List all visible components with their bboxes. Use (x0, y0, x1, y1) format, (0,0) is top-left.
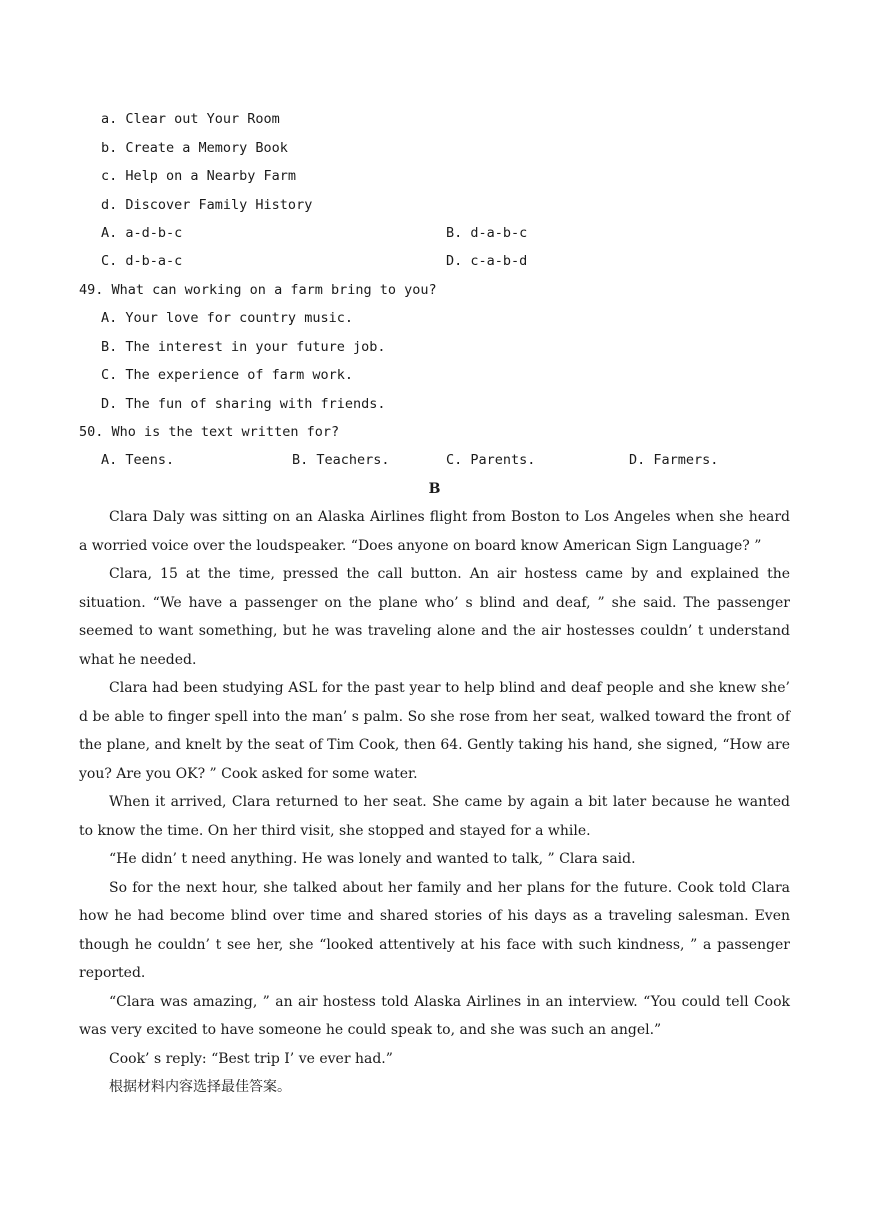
q48-option-a: A. a-d-b-c (101, 225, 183, 241)
q49-option-c: C. The experience of farm work. (101, 367, 353, 383)
passage-paragraph: When it arrived, Clara returned to her seat. She came by again a bit later because he wanted to know the time. On her third visit, she stopped and stayed for a while. (79, 794, 790, 839)
section-heading: B (428, 481, 441, 497)
reading-passage (79, 503, 790, 1102)
passage-paragraph: So for the next hour, she talked about her family and her plans for the future. Cook told Clara how he had become blind over time and shared stories of his days as a traveling salesman. Even though he couldn’ t see her, she “looked attentively at his face with such kindness, ” a passenger reported. (79, 879, 790, 981)
q49-option-b: B. The interest in your future job. (101, 339, 386, 355)
passage-paragraph: Clara had been studying ASL for the past year to help blind and deaf people and she knew she’ d be able to finger spell into the man’ s palm. So she rose from her seat, walked toward the front of the plane, and knelt by the seat of Tim Cook, then 64. Gently taking his hand, she signed, “How are you? Are you OK? ” Cook asked for some water. (79, 680, 790, 782)
q48-option-b: B. d-a-b-c (446, 225, 528, 241)
passage-paragraph: “Clara was amazing, ” an air hostess told Alaska Airlines in an interview. “You could tell Cook was very excited to have someone he could speak to, and she was such an angel.” (79, 993, 790, 1038)
ordering-item-a: a. Clear out Your Room (101, 111, 280, 127)
passage-paragraph: Cook’ s reply: “Best trip I’ ve ever had.” (109, 1050, 393, 1067)
q50-option-b: B. Teachers. (292, 452, 390, 468)
passage-paragraph: Clara Daly was sitting on an Alaska Airlines flight from Boston to Los Angeles when she heard a worried voice over the loudspeaker. “Does anyone on board know American Sign Language? ” (79, 509, 790, 554)
ordering-item-d: d. Discover Family History (101, 197, 313, 213)
ordering-item-b: b. Create a Memory Book (101, 140, 288, 156)
q50-option-c: C. Parents. (446, 452, 536, 468)
q50-option-d: D. Farmers. (629, 452, 719, 468)
q50-option-a: A. Teens. (101, 452, 175, 468)
q50-stem: 50. Who is the text written for? (79, 424, 340, 440)
q48-option-c: C. d-b-a-c (101, 253, 183, 269)
passage-paragraph: “He didn’ t need anything. He was lonely and wanted to talk, ” Clara said. (109, 851, 636, 867)
q48-option-d: D. c-a-b-d (446, 253, 528, 269)
q49-option-d: D. The fun of sharing with friends. (101, 396, 386, 412)
ordering-item-c: c. Help on a Nearby Farm (101, 168, 297, 184)
q49-option-a: A. Your love for country music. (101, 310, 353, 326)
q49-stem: 49. What can working on a farm bring to you? (79, 282, 437, 298)
passage-paragraph: Clara, 15 at the time, pressed the call button. An air hostess came by and explained the situation. “We have a passenger on the plane who’ s blind and deaf, ” she said. The passenger seemed to want something, but he was traveling alone and the air hostesses couldn’ t understand what he needed. (79, 566, 790, 668)
answer-instruction: 根据材料内容选择最佳答案。 (109, 1079, 291, 1095)
